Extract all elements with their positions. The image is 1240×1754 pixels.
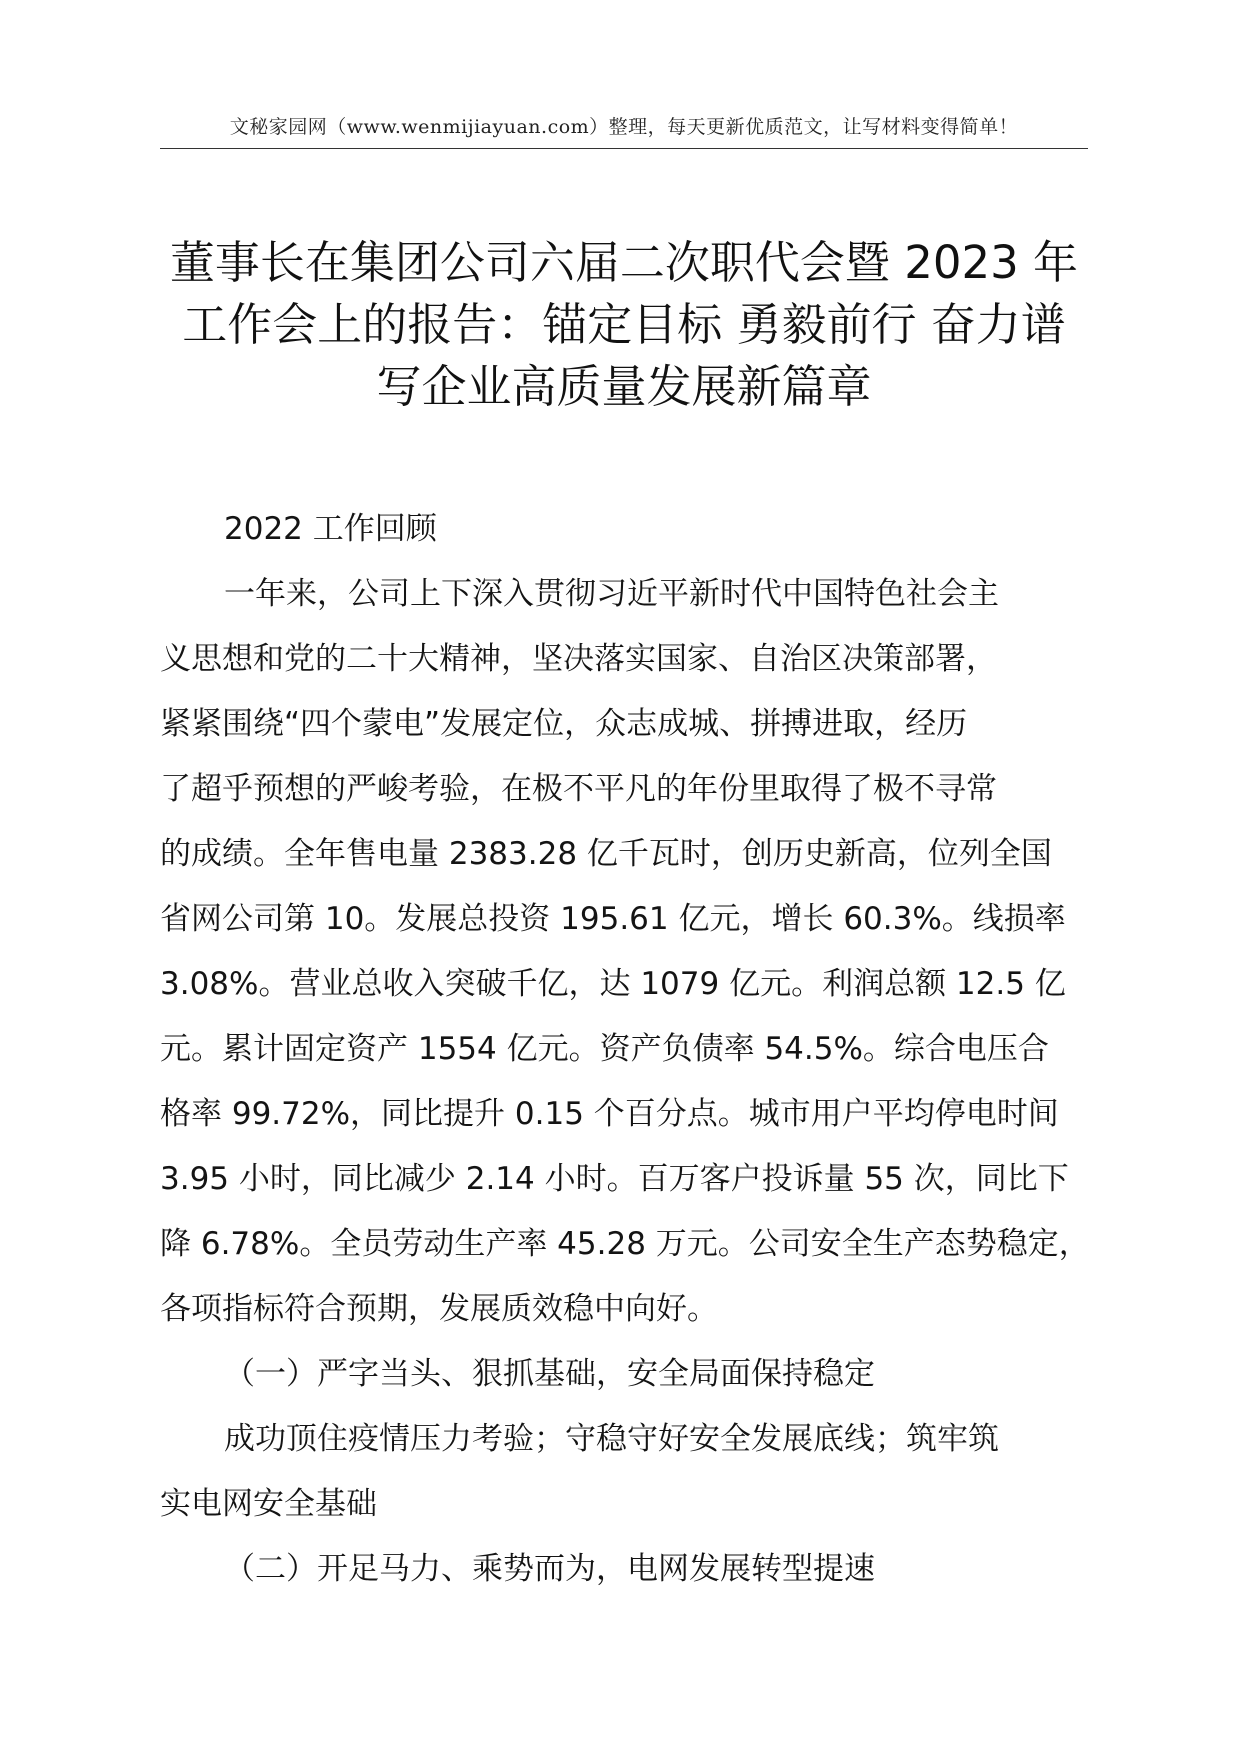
paragraph-line: 省网公司第 10。发展总投资 195.61 亿元，增长 60.3%。线损率 xyxy=(160,901,1066,937)
section-heading: 2022 工作回顾 xyxy=(224,511,437,547)
paragraph-line: 紧紧围绕“四个蒙电”发展定位，众志成城、拼搏进取，经历 xyxy=(160,706,968,742)
document-body xyxy=(160,497,1088,1602)
header-divider xyxy=(160,148,1088,149)
paragraph-line: 义思想和党的二十大精神，坚决落实国家、自治区决策部署， xyxy=(160,641,997,677)
paragraph-line: 实电网安全基础 xyxy=(160,1486,377,1522)
paragraph-line: 了超乎预想的严峻考验，在极不平凡的年份里取得了极不寻常 xyxy=(160,771,997,807)
document-title xyxy=(160,232,1088,418)
title-line: 工作会上的报告：锚定目标 勇毅前行 奋力谱 xyxy=(182,298,1066,351)
paragraph-line: 的成绩。全年售电量 2383.28 亿千瓦时，创历史新高，位列全国 xyxy=(160,836,1052,872)
title-line: 写企业高质量发展新篇章 xyxy=(376,360,872,413)
paragraph-line: 一年来，公司上下深入贯彻习近平新时代中国特色社会主 xyxy=(224,576,999,612)
subheading: （二）开足马力、乘势而为，电网发展转型提速 xyxy=(224,1551,875,1587)
subheading: （一）严字当头、狠抓基础，安全局面保持稳定 xyxy=(224,1356,875,1392)
paragraph-line: 元。累计固定资产 1554 亿元。资产负债率 54.5%。综合电压合 xyxy=(160,1031,1049,1067)
paragraph-line: 各项指标符合预期，发展质效稳中向好。 xyxy=(160,1291,718,1327)
paragraph-line: 格率 99.72%，同比提升 0.15 个百分点。城市用户平均停电时间 xyxy=(160,1096,1059,1132)
title-line: 董事长在集团公司六届二次职代会暨 2023 年 xyxy=(169,236,1079,289)
paragraph-line: 3.95 小时，同比减少 2.14 小时。百万客户投诉量 55 次，同比下 xyxy=(160,1161,1069,1197)
paragraph-line: 降 6.78%。全员劳动生产率 45.28 万元。公司安全生产态势稳定， xyxy=(160,1226,1090,1262)
paragraph-line: 3.08%。营业总收入突破千亿，达 1079 亿元。利润总额 12.5 亿 xyxy=(160,966,1066,1002)
page-header: 文秘家园网（www.wenmijiayuan.com）整理，每天更新优质范文，让写材料变得简单！ xyxy=(229,116,1019,138)
paragraph-line: 成功顶住疫情压力考验；守稳守好安全发展底线；筑牢筑 xyxy=(224,1421,999,1457)
